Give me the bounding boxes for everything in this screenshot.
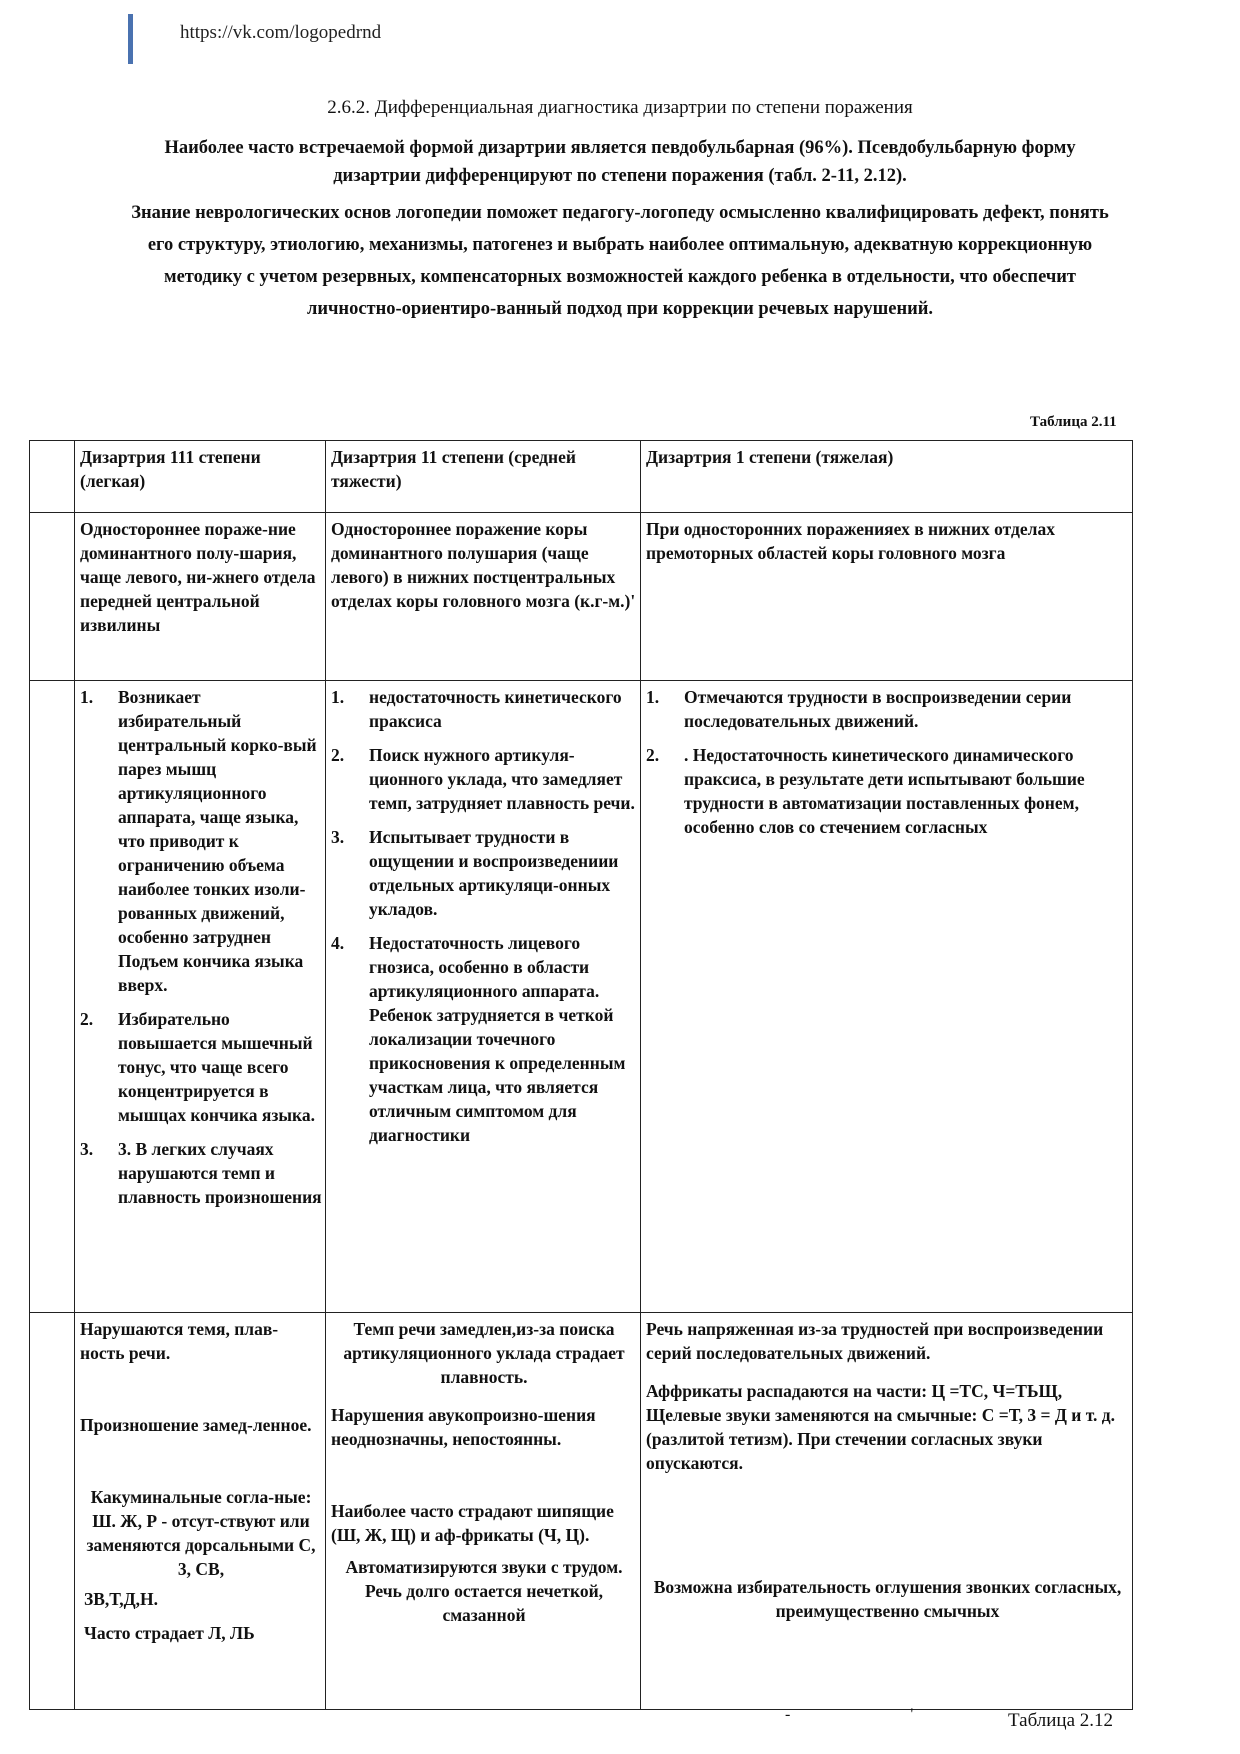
table-cell-blank	[30, 513, 75, 681]
list-item: 3. 3. В легких случаях нарушаются темп и плавность произношения	[80, 1139, 322, 1207]
table-row-symptoms	[30, 681, 1133, 1313]
symptoms-degree-2	[326, 681, 641, 1313]
list-item: 1. Отмечаются трудности в воспроизведении серии последовательных движений.	[646, 687, 1072, 731]
table-row-header	[30, 441, 1133, 513]
speech-text: Речь напряженная из-за трудностей при воспроизведении серий последовательных движений.	[646, 1319, 1104, 1363]
speech-text: Какуминальные согла-ные: Ш. Ж, Р - отсут-ствуют или заменяются дорсальными С, 3, СВ,	[86, 1487, 316, 1579]
list-item: 1. Возникает избирательный центральный корко-вый парез мышц артикуляционного аппарата, чаще языка, что приводит к ограничению объема наиболее тонких изоли-рованных движений, особенно затруднен Подъем кончика языка вверх.	[80, 687, 317, 995]
page-margin-bar	[128, 14, 133, 64]
speech-text: Нарушаются темя, плав-ность речи.	[80, 1319, 279, 1363]
speech-text: Часто страдает Л, ЛЬ	[84, 1623, 255, 1643]
list-item: 3. Испытывает трудности в ощущении и воспроизведениии отдельных артикуляци-онных укладов.	[331, 827, 619, 919]
symptoms-degree-1	[641, 681, 1133, 1313]
intro-paragraph-2: Знание неврологических основ логопедии поможет педагогу-логопеду осмысленно квалифицировать дефект, понять его структуру, этиологию, механизмы, патогенез и выбрать наиболее оптимальную, адекватную коррекционную методику с учетом резервных, компенсаторных возможностей каждого ребенка в отдельности, что обеспечит личностно-ориентиро-ванный подход при коррекции речевых нарушений.	[131, 203, 1109, 319]
list-item: 2. . Недостаточность кинетического динамического праксиса, в результате дети испытывают большие трудности в автоматизации поставленных фонем, особенно слов со стечением согласных	[646, 745, 1085, 837]
speech-text: Аффрикаты распадаются на части: Ц =ТС, Ч=ТЬЩ, Щелевые звуки заменяются на смычные: С =Т, 3 = Д и т. д. (разлитой тетизм). При стечении согласных звуки опускаются.	[646, 1381, 1115, 1473]
list-item: 2. Избирательно повышается мышечный тонус, что чаще всего концентрируется в мышцах кончика языка.	[80, 1009, 316, 1125]
section-heading: 2.6.2. Дифференциальная диагностика дизартрии по степени поражения	[327, 97, 913, 118]
next-table-caption: Таблица 2.12	[1008, 1710, 1114, 1731]
symptoms-degree-3	[75, 681, 326, 1313]
footer-mark: '	[910, 1706, 914, 1723]
header-url[interactable]: https://vk.com/logopedrnd	[180, 22, 382, 43]
speech-text: ЗВ,Т,Д,Н.	[84, 1589, 158, 1609]
intro-paragraph-1: Наиболее часто встречаемой формой дизартрии является певдобульбарная (96%). Псевдобульбарную форму дизартрии дифференцируют по степени поражения (табл. 2-11, 2.12).	[164, 138, 1076, 186]
table-caption: Таблица 2.11	[1030, 414, 1117, 430]
table-cell-blank	[30, 1313, 75, 1710]
header-degree-1: Дизартрия 1 степени (тяжелая)	[641, 441, 1133, 513]
lesion-degree-2: Одностороннее поражение коры доминантного полушария (чаще левого) в нижних постцентральных отделах коры головного мозга (к.г-м.)'	[326, 513, 641, 681]
lesion-degree-3: Одностороннее пораже-ние доминантного полу-шария, чаще левого, ни-жнего отдела передней центральной извилины	[75, 513, 326, 681]
list-item: 4. Недостаточность лицевого гнозиса, особенно в области артикуляционного аппарата. Ребенок затрудняется в четкой локализации точечного прикосновения к определенным участкам лица, что является отличным симптомом для диагностики	[331, 933, 626, 1145]
footer-mark: -	[785, 1706, 791, 1723]
speech-text: Автоматизируются звуки с трудом. Речь долго остается нечеткой, смазанной	[345, 1557, 623, 1625]
speech-degree-2	[326, 1313, 641, 1710]
speech-degree-1	[641, 1313, 1133, 1710]
speech-degree-3	[75, 1313, 326, 1710]
list-item: 2. Поиск нужного артикуля-ционного уклада, что замедляет темп, затрудняет плавность речи.	[331, 745, 635, 813]
header-degree-2: Дизартрия 11 степени (средней тяжести)	[326, 441, 641, 513]
speech-text: Произношение замед-ленное.	[80, 1415, 312, 1435]
table-cell-blank	[30, 441, 75, 513]
list-item: 1. недостаточность кинетического праксиса	[331, 687, 622, 731]
dysarthria-table	[29, 440, 1133, 1710]
table-row-speech	[30, 1313, 1133, 1710]
footer-marks	[785, 1706, 1033, 1724]
table-row-lesion	[30, 513, 1133, 681]
speech-text: Темп речи замедлен,из-за поиска артикуляционного уклада страдает плавность.	[343, 1319, 625, 1387]
table-cell-blank	[30, 681, 75, 1313]
speech-text: Нарушения авукопроизно-шения неоднозначны, непостоянны.	[331, 1405, 596, 1449]
lesion-degree-1: При односторонних пораженияех в нижних отделах премоторных областей коры головного мозга	[641, 513, 1133, 681]
header-degree-3: Дизартрия 111 степени (легкая)	[75, 441, 326, 513]
speech-text: Наиболее часто страдают шипящие (Ш, Ж, Щ) и аф-фрикаты (Ч, Ц).	[331, 1501, 614, 1545]
speech-text: Возможна избирательность оглушения звонких согласных, преимущественно смычных	[653, 1577, 1122, 1621]
